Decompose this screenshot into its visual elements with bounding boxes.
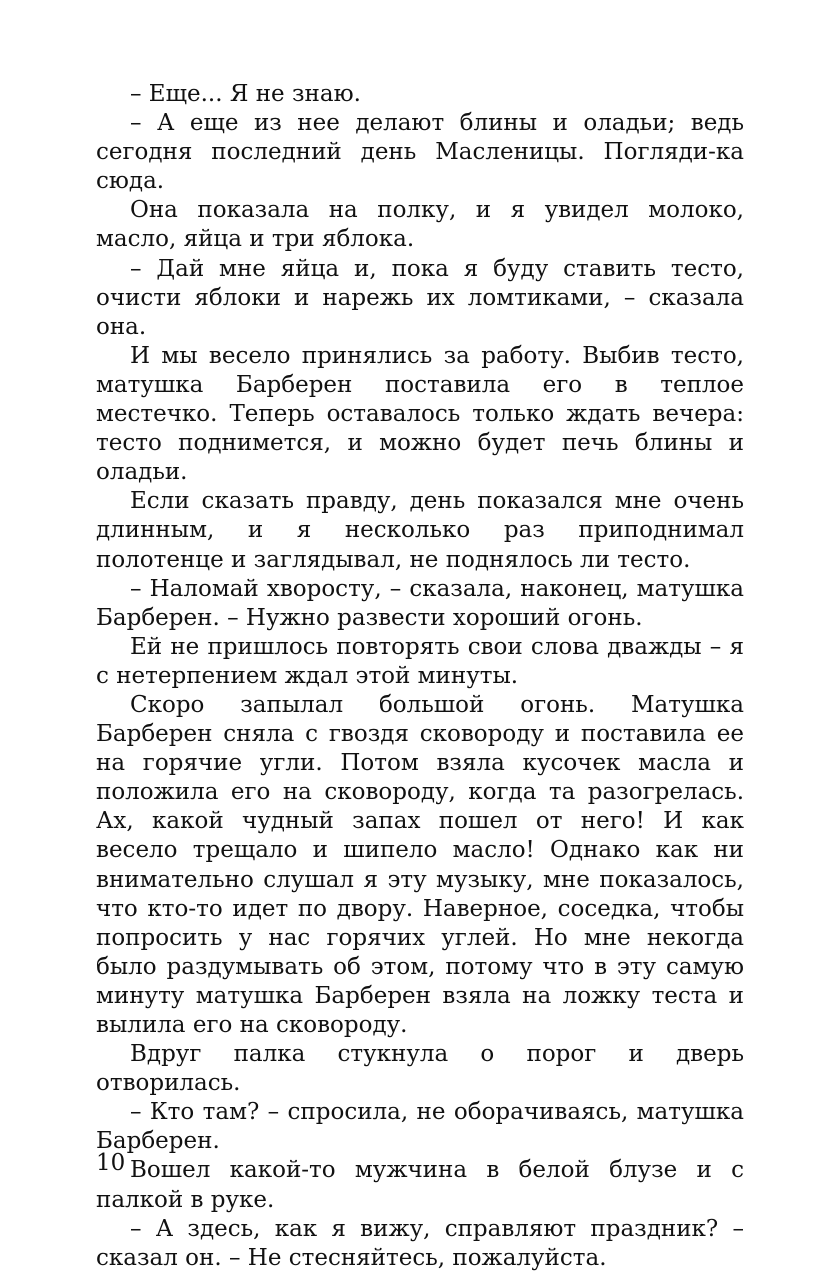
paragraph: Вдруг палка стукнула о порог и дверь отворилась. bbox=[96, 1041, 744, 1097]
paragraph: – Еще... Я не знаю. bbox=[130, 81, 361, 107]
paragraph: Она показала на полку, и я увидел молоко, масло, яйца и три яблока. bbox=[96, 197, 744, 253]
page-text bbox=[96, 80, 744, 1273]
paragraph: – А здесь, как я вижу, справляют праздник? – сказал он. – Не стесняйтесь, пожалуйста. bbox=[96, 1215, 744, 1271]
paragraph: – Наломай хворосту, – сказала, наконец, матушка Барберен. – Нужно развести хороший огонь. bbox=[96, 575, 744, 631]
paragraph: – Кто там? – спросила, не оборачиваясь, матушка Барберен. bbox=[96, 1099, 744, 1155]
paragraph: Вошел какой-то мужчина в белой блузе и с палкой в руке. bbox=[96, 1157, 744, 1213]
paragraph: Скоро запылал большой огонь. Матушка Барберен сняла с гвоздя сковороду и поставила ее на горячие угли. Потом взяла кусочек масла и положила его на сковороду, когда та разогрелась. Ах, какой чудный запах пошел от него! И как весело трещало и шипело масло! Однако как ни внимательно слушал я эту музыку, мне показалось, что кто-то идет по двору. Наверное, соседка, чтобы попросить у нас горячих углей. Но мне некогда было раздумывать об этом, потому что в эту самую минуту матушка Барберен взяла на ложку теста и вылила его на сковороду. bbox=[96, 691, 744, 1038]
paragraph: Если сказать правду, день показался мне очень длинным, и я несколько раз приподнимал полотенце и заглядывал, не поднялось ли тесто. bbox=[96, 488, 744, 573]
paragraph: – Дай мне яйца и, пока я буду ставить тесто, очисти яблоки и нарежь их ломтиками, – сказала она. bbox=[96, 255, 744, 340]
paragraph: Ей не пришлось повторять свои слова дважды – я с нетерпением ждал этой минуты. bbox=[96, 633, 744, 689]
paragraph: И мы весело принялись за работу. Выбив тесто, матушка Барберен поставила его в теплое местечко. Теперь оставалось только ждать вечера: тесто поднимется, и можно будет печь блины и оладьи. bbox=[96, 342, 744, 486]
page-number: 10 bbox=[96, 1150, 126, 1176]
paragraph: – А еще из нее делают блины и оладьи; ведь сегодня последний день Масленицы. Погляди-ка сюда. bbox=[96, 110, 744, 195]
